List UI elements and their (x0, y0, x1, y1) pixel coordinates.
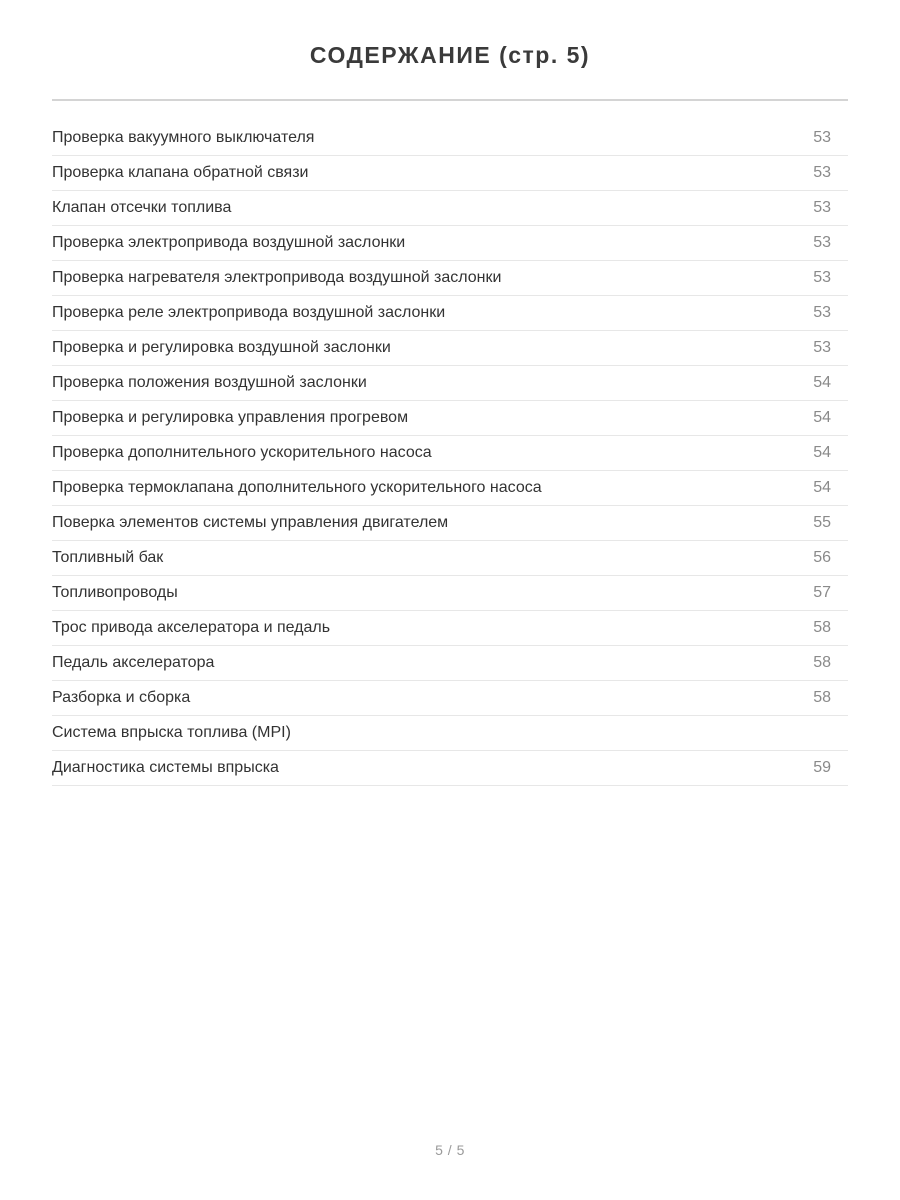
toc-entry-page-number: 53 (813, 269, 831, 286)
toc-entry-page-number: 54 (813, 374, 831, 391)
toc-entry-page-number: 54 (813, 479, 831, 496)
toc-entry (52, 471, 848, 506)
toc-entry (52, 436, 848, 471)
title-divider (52, 99, 848, 101)
toc-entry-page-number: 58 (813, 689, 831, 706)
toc-entry (52, 191, 848, 226)
toc-entry-label: Проверка и регулировка воздушной заслонки (52, 339, 391, 356)
toc-entry-label: Проверка нагревателя электропривода воздушной заслонки (52, 269, 502, 286)
toc-entry-label: Топливопроводы (52, 584, 178, 601)
toc-entry (52, 261, 848, 296)
toc-entry-page-number: 53 (813, 199, 831, 216)
toc-entry-label: Проверка электропривода воздушной заслонки (52, 234, 406, 251)
toc-entry-page-number: 58 (813, 619, 831, 636)
toc-entry-page-number: 58 (813, 654, 831, 671)
toc-entry-label: Проверка и регулировка управления прогревом (52, 409, 409, 426)
page-number-indicator: 5 / 5 (435, 1142, 465, 1158)
toc-entry (52, 331, 848, 366)
toc-entry (52, 296, 848, 331)
toc-entry-label: Проверка термоклапана дополнительного ускорительного насоса (52, 479, 542, 496)
toc-entry (52, 121, 848, 156)
toc-entry-label: Проверка реле электропривода воздушной заслонки (52, 304, 446, 321)
toc-entry (52, 156, 848, 191)
toc-entry-page-number: 53 (813, 129, 831, 146)
toc-entry-page-number: 53 (813, 304, 831, 321)
toc-entry-page-number: 53 (813, 339, 831, 356)
toc-entry (52, 226, 848, 261)
toc-entry-label: Клапан отсечки топлива (52, 199, 232, 216)
toc-entry-page-number: 53 (813, 164, 831, 181)
toc-entry-label: Диагностика системы впрыска (52, 759, 279, 776)
toc-entry-label: Разборка и сборка (52, 689, 191, 706)
toc-entry (52, 611, 848, 646)
toc-entry-label: Топливный бак (52, 549, 164, 566)
toc-entry (52, 541, 848, 576)
toc-entry (52, 576, 848, 611)
toc-entry (52, 751, 848, 786)
toc-entry-page-number: 54 (813, 444, 831, 461)
toc-entry-label: Система впрыска топлива (MPI) (52, 724, 291, 741)
toc-entry-page-number: 55 (813, 514, 831, 531)
toc-entry (52, 401, 848, 436)
toc-entry-label: Трос привода акселератора и педаль (52, 619, 331, 636)
toc-entry-label: Проверка положения воздушной заслонки (52, 374, 367, 391)
toc-entry-page-number: 59 (813, 759, 831, 776)
toc-entry-page-number: 54 (813, 409, 831, 426)
toc-entry (52, 646, 848, 681)
toc-entry-label: Поверка элементов системы управления двигателем (52, 514, 449, 531)
toc-entry (52, 366, 848, 401)
toc-entry-label: Педаль акселератора (52, 654, 215, 671)
toc-entry-page-number: 56 (813, 549, 831, 566)
toc-entry (52, 506, 848, 541)
toc-entry-page-number: 57 (813, 584, 831, 601)
toc-entry (52, 716, 848, 751)
toc-list (52, 121, 848, 786)
toc-entry (52, 681, 848, 716)
toc-entry-label: Проверка дополнительного ускорительного насоса (52, 444, 432, 461)
page-title: СОДЕРЖАНИЕ (стр. 5) (309, 42, 591, 68)
toc-entry-label: Проверка вакуумного выключателя (52, 129, 315, 146)
toc-entry-label: Проверка клапана обратной связи (52, 164, 309, 181)
toc-entry-page-number: 53 (813, 234, 831, 251)
